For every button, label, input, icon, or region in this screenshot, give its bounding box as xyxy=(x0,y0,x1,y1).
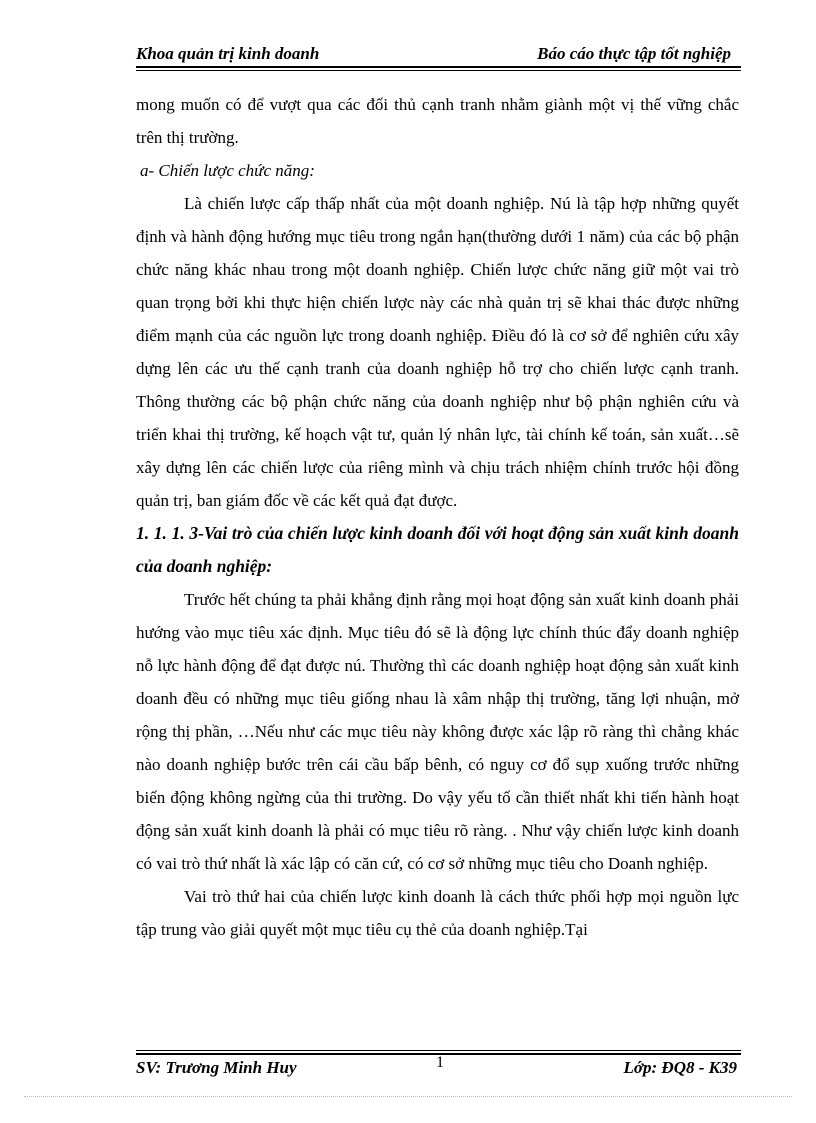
page-body xyxy=(136,88,739,946)
paragraph-role-2: Vai trò thứ hai của chiến lược kinh doanh là cách thức phối hợp mọi nguồn lực tập trung vào giải quyết một mục tiêu cụ thẻ của doanh nghiệp.Tại xyxy=(136,887,739,939)
footer-class: Lớp: ĐQ8 - K39 xyxy=(623,1058,737,1077)
page-number: 1 xyxy=(436,1054,444,1071)
paragraph-role-1: Trước hết chúng ta phải khẳng định rằng mọi hoạt động sản xuất kinh doanh phải hướng vào mục tiêu xác định. Mục tiêu đó sẽ là động lực chính thúc đẩy doanh nghiệp nỗ lực hành động để đạt được nú. Thường thì các doanh nghiệp hoạt động sản xuất kinh doanh đều có những mục tiêu giống nhau là xâm nhập thị trường, tăng lợi nhuận, mở rộng thị phần, …Nếu như các mục tiêu này không được xác lập rõ ràng thì chẳng khác nào doanh nghiệp bước trên cái cầu bấp bênh, có nguy cơ đổ sụp xuống trước những biến động không ngừng của thi trường. Do vậy yếu tố cần thiết nhất khi tiến hành hoạt động sản xuất kinh doanh là phải có mục tiêu rõ ràng. . Như vậy chiến lược kinh doanh có vai trò thứ nhất là xác lập có căn cứ, có cơ sở những mục tiêu cho Doanh nghiệp. xyxy=(136,590,739,873)
page-header xyxy=(136,44,741,70)
page-footer xyxy=(136,1050,741,1080)
paragraph-continuation: mong muốn có để vượt qua các đối thủ cạnh tranh nhằm giành một vị thế vững chắc trên thị trường. xyxy=(136,95,739,147)
header-report-title: Báo cáo thực tập tốt nghiệp xyxy=(537,44,731,63)
page-edge xyxy=(24,1096,792,1097)
footer-rule-thin xyxy=(136,1050,741,1051)
paragraph-functional-strategy: Là chiến lược cấp thấp nhất của một doanh nghiệp. Nú là tập hợp những quyết định và hành động hướng mục tiêu trong ngắn hạn(thường dưới 1 năm) của các bộ phận chức năng khác nhau trong một doanh nghiệp. Chiến lược chức năng giữ một vai trò quan trọng bởi khi thực hiện chiến lược này các nhà quản trị sẽ khai thác được những điểm mạnh của các nguồn lực trong doanh nghiệp. Điều đó là cơ sở để nghiên cứu xây dựng lên các ưu thế cạnh tranh của doanh nghiệp hỗ trợ cho chiến lược cạnh tranh. Thông thường các bộ phận chức năng của doanh nghiệp như bộ phận nghiên cứu và triển khai thị trường, kế hoạch vật tư, quản lý nhân lực, tài chính kế toán, sản xuất…sẽ xây dựng lên các chiến lược của riêng mình và chịu trách nhiệm chính trước hội đồng quản trị, ban giám đốc về các kết quả đạt được. xyxy=(136,194,739,510)
subheading-functional-strategy: a- Chiến lược chức năng: xyxy=(140,161,315,180)
header-rule-thin xyxy=(136,70,741,71)
footer-student-name: SV: Trương Minh Huy xyxy=(136,1058,297,1077)
header-faculty: Khoa quản trị kinh doanh xyxy=(136,44,320,63)
section-heading: 1. 1. 1. 3-Vai trò của chiến lược kinh doanh đối với hoạt động sản xuất kinh doanh của doanh nghiệp: xyxy=(136,523,739,576)
header-rule xyxy=(136,66,741,68)
